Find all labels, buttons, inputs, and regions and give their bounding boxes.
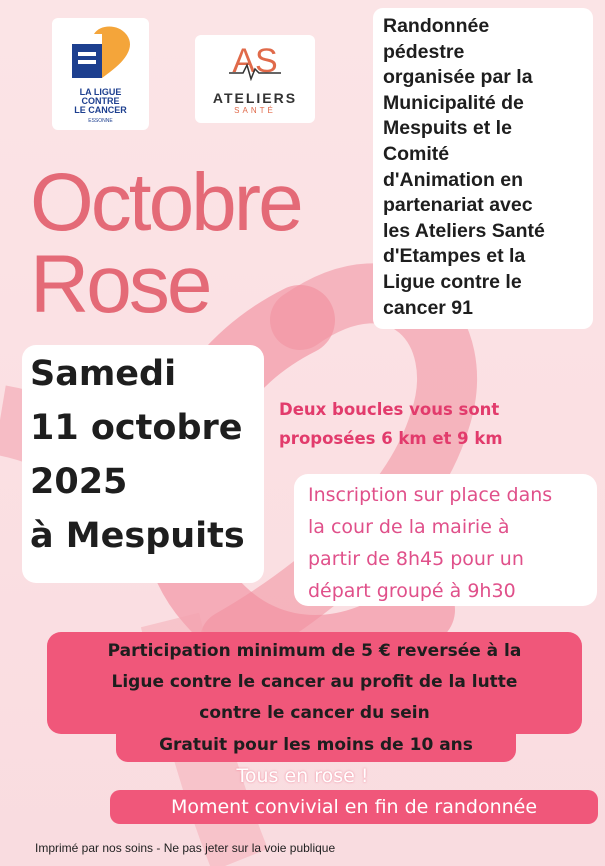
boucles-line: Deux boucles vous sont bbox=[279, 400, 500, 419]
organisation-box bbox=[373, 8, 593, 329]
boucles-text bbox=[279, 395, 599, 453]
org-line: partenariat avec bbox=[383, 194, 533, 217]
heartbeat-icon bbox=[229, 61, 281, 81]
title-octobre: Octobre bbox=[30, 157, 301, 248]
inscription-line: partir de 8h45 pour un bbox=[308, 548, 524, 570]
ligue-contre-le-cancer-logo bbox=[52, 18, 149, 130]
inscription-box bbox=[294, 474, 597, 606]
org-line: cancer 91 bbox=[383, 296, 473, 319]
date-box bbox=[22, 345, 264, 583]
ligue-sub: ESSONNE bbox=[88, 118, 113, 124]
ligue-heart-icon bbox=[66, 26, 136, 80]
tous-en-rose-text: Tous en rose ! bbox=[236, 765, 369, 787]
participation-box bbox=[47, 632, 582, 734]
org-line: Ligue contre le bbox=[383, 270, 522, 293]
org-line: Randonnée bbox=[383, 15, 490, 37]
org-line: organisée par la bbox=[383, 66, 533, 89]
participation-line: Ligue contre le cancer au profit de la lutte bbox=[111, 672, 518, 692]
date-date: 11 octobre bbox=[30, 408, 243, 448]
ligue-line2: CONTRE bbox=[81, 96, 120, 106]
date-year: 2025 bbox=[30, 462, 128, 502]
org-line: Comité bbox=[383, 142, 450, 165]
org-line: d'Animation en bbox=[383, 168, 524, 191]
org-line: d'Etampes et la bbox=[383, 245, 526, 268]
ligue-line1: LA LIGUE bbox=[79, 87, 122, 97]
ateliers-name: ATELIERS bbox=[212, 90, 298, 106]
participation-line: contre le cancer du sein bbox=[199, 703, 430, 723]
date-day: Samedi bbox=[30, 354, 177, 394]
gratuit-box: Gratuit pour les moins de 10 ans bbox=[116, 730, 516, 762]
inscription-line: départ groupé à 9h30 bbox=[308, 580, 516, 602]
ateliers-sante-logo bbox=[195, 35, 315, 123]
moment-convivial-box: Moment convivial en fin de randonnée bbox=[110, 790, 598, 824]
footer-note: Imprimé par nos soins - Ne pas jeter sur la voie publique bbox=[35, 841, 336, 855]
date-place: à Mespuits bbox=[30, 516, 245, 556]
boucles-line: proposées 6 km et 9 km bbox=[279, 429, 503, 448]
org-line: les Ateliers Santé bbox=[383, 219, 545, 242]
ateliers-mark: AS bbox=[232, 42, 278, 80]
inscription-line: Inscription sur place dans bbox=[308, 484, 553, 506]
participation-line: Participation minimum de 5 € reversée à la bbox=[107, 641, 522, 661]
org-line: Mespuits et le bbox=[383, 117, 512, 140]
inscription-line: la cour de la mairie à bbox=[308, 516, 510, 538]
ateliers-sub: SANTÉ bbox=[234, 106, 276, 115]
org-line: pédestre bbox=[383, 40, 465, 63]
org-line: Municipalité de bbox=[383, 91, 524, 114]
ligue-line3: LE CANCER bbox=[74, 105, 127, 115]
title-rose: Rose bbox=[30, 239, 210, 330]
